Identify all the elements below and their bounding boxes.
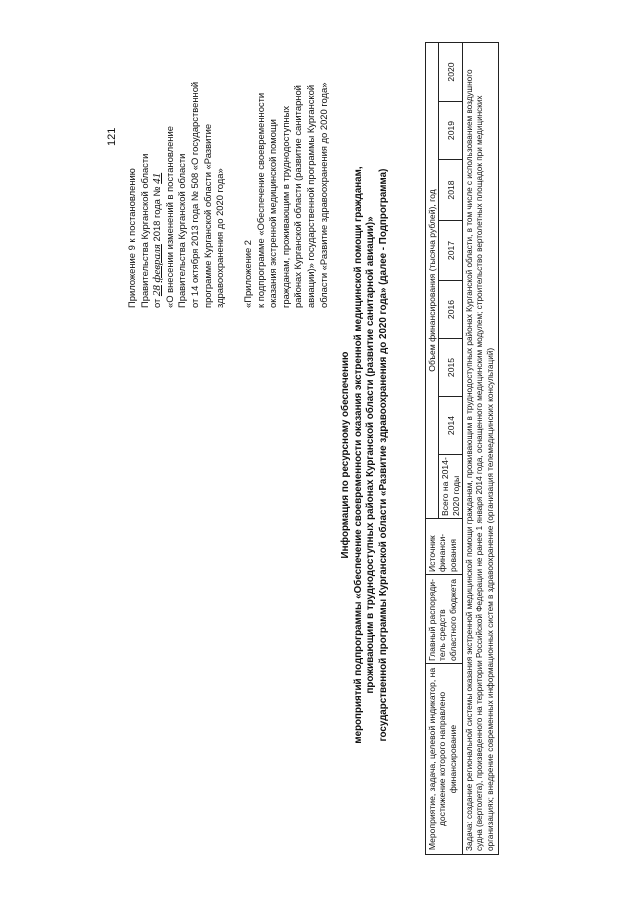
appendix-2-line: авиации)» государственной программы Курганской <box>304 84 316 308</box>
appendix-9-header <box>126 38 227 308</box>
table-header-row <box>426 43 439 855</box>
appendix-2-line: «Приложение 2 <box>242 239 253 308</box>
appendix-2-line: гражданам, проживающим в труднодоступных <box>279 105 291 308</box>
appendix-9-line: «О внесении изменений в постановление <box>163 126 175 308</box>
appendix-9-line: здравоохранения до 2020 года» <box>214 168 226 308</box>
title-line: проживающим в труднодоступных районах Курганской области (развитие санитарной авиации)» <box>365 216 377 694</box>
appendix-9-line: Правительства Курганской области <box>138 153 150 308</box>
header-year: 2014 <box>439 397 463 455</box>
header-year: 2016 <box>439 281 463 339</box>
appendix-9-line: Правительства Курганской области <box>176 153 188 308</box>
appendix-2-line: к подпрограмме «Обеспечение своевременности <box>254 92 266 308</box>
appendix-9-line: Приложение 9 к постановлению <box>126 168 137 308</box>
header-measure: Мероприятие, задача, целевой индикатор, на достижение которого направлено финансирование <box>426 664 463 855</box>
date-year: 2018 года № <box>151 186 163 242</box>
title-line: государственной программы Курганской области «Развитие здравоохранения до 2020 года» (далее - Подпрограмма) <box>377 168 389 742</box>
table-row-task <box>463 43 499 855</box>
header-total: Всего на 2014-2020 годы <box>439 455 463 519</box>
appendix-9-line: программе Курганской области «Развитие <box>201 123 213 308</box>
date-prefix: от <box>151 298 163 308</box>
appendix-2-header <box>242 38 330 308</box>
header-year: 2018 <box>439 160 463 221</box>
handwritten-number: 41 <box>151 172 164 184</box>
header-year: 2017 <box>439 221 463 281</box>
title-line: Информация по ресурсному обеспечению <box>340 351 351 559</box>
appendix-2-line: оказания экстренной медицинской помощи <box>267 119 279 308</box>
title-line: мероприятий подпрограммы «Обеспечение своевременности оказания экстренной медицинской помощи гражданам, <box>352 166 364 744</box>
appendix-9-date-line <box>151 38 164 308</box>
appendix-2-line: районах Курганской области (развитие санитарной <box>292 85 304 308</box>
header-year: 2019 <box>439 102 463 160</box>
header-source: Источник финанси-рования <box>426 519 463 575</box>
handwritten-day: 28 <box>151 285 164 297</box>
task-description: Задача: создание региональной системы оказания экстренной медицинской помощи гражданам, проживающим в труднодоступных районах Курганской области, в том числе с использованием воздушного судна (вертолета), произведенного на территории Российской Федерации не ранее 1 января 2014 года, оснащенного медицинским модулем; строительство вертолетных площадок при медицинских организациях; внедрение современных информационных систем в здравоохранение (организация телемедицинских консультаций) <box>463 43 499 855</box>
page-number: 121 <box>106 127 118 146</box>
document-title <box>340 65 390 845</box>
header-volume: Объем финансирования (тысяча рублей), год <box>426 43 439 519</box>
appendix-2-line: области «Развитие здравоохранения до 2020 года» <box>317 82 329 308</box>
header-year: 2015 <box>439 339 463 397</box>
header-manager: Главный распоряди-тель средств областного бюджета <box>426 575 463 664</box>
funding-table <box>425 42 499 855</box>
header-year: 2020 <box>439 43 463 102</box>
appendix-9-line: от 14 октября 2013 года № 508 «О государственной <box>188 81 200 308</box>
handwritten-month: февраля <box>151 244 164 283</box>
